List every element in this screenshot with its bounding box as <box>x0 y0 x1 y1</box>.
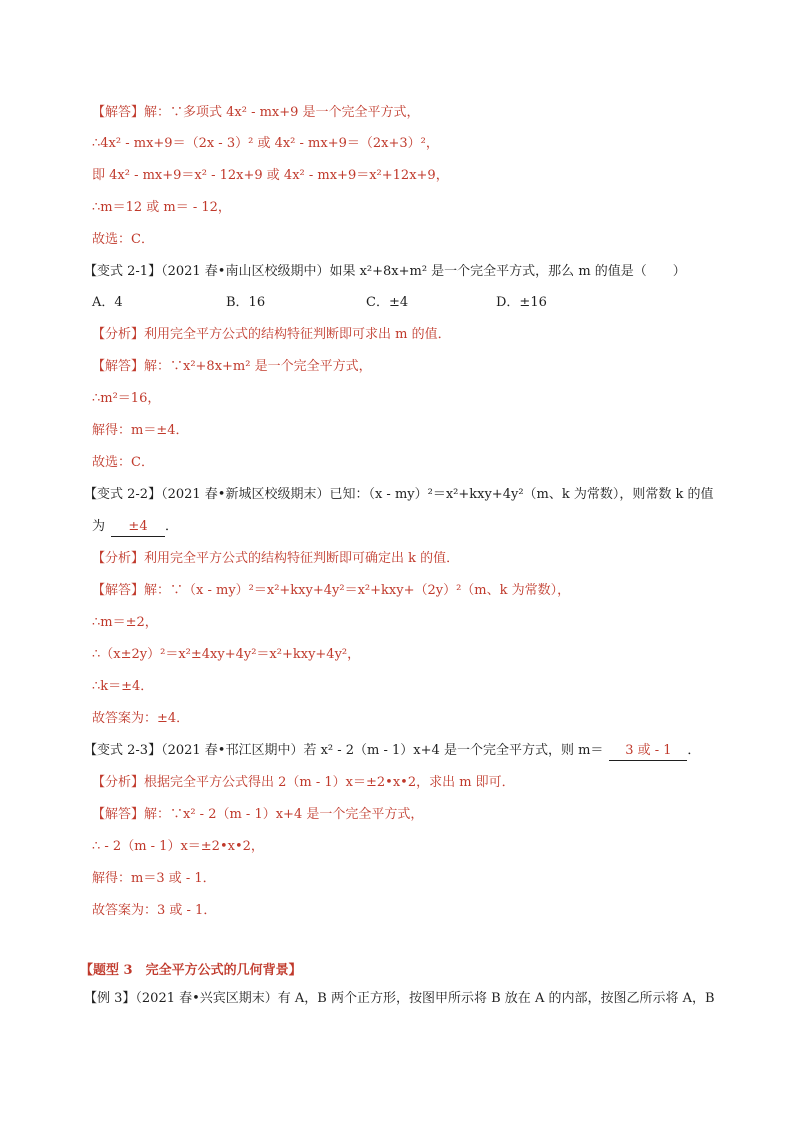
text-line-l5: 故选：C． <box>92 232 154 247</box>
blank-suffix: ． <box>687 743 701 758</box>
blank-suffix: ． <box>165 519 179 534</box>
blank-prefix: 【变式 2-3】（2021 春•邗江区期中）若 x² - 2（m - 1）x+4 是一个完全平方式，则 m＝ <box>84 743 604 758</box>
blank-prefix: 为 <box>92 519 106 534</box>
text-line-l12: 故选：C． <box>92 455 154 470</box>
fill-blank-line-l14 <box>92 518 178 537</box>
section-heading: 【题型 3 完全平方公式的几何背景】 <box>80 963 302 978</box>
text-line-l8: 【分析】利用完全平方公式的结构特征判断即可求出 m 的值． <box>92 327 451 342</box>
text-line-l25: 解得：m＝3 或 - 1． <box>92 871 216 886</box>
text-line-l6: 【变式 2-1】（2021 春•南山区校级期中）如果 x²+8x+m² 是一个完全平方式，那么 m 的值是（ ） <box>84 264 686 279</box>
text-line-l19: ∴k＝±4． <box>92 679 154 694</box>
text-line-l7c: C．±4 <box>366 295 409 310</box>
fill-blank-line-l21 <box>84 742 700 761</box>
text-line-l1: 【解答】解：∵多项式 4x² - mx+9 是一个完全平方式， <box>92 105 420 120</box>
text-line-l9: 【解答】解：∵x²+8x+m² 是一个完全平方式， <box>92 359 372 374</box>
answer-blank: ±4 <box>111 518 165 537</box>
text-line-l13: 【变式 2-2】（2021 春•新城区校级期末）已知：（x - my）²＝x²+kxy+4y²（m、k 为常数），则常数 k 的值 <box>84 487 714 502</box>
example-question-line: 【例 3】（2021 春•兴宾区期末）有 A，B 两个正方形，按图甲所示将 B 放在 A 的内部，按图乙所示将 A，B <box>84 991 715 1006</box>
text-line-l15: 【分析】利用完全平方公式的结构特征判断即可确定出 k 的值． <box>92 551 460 566</box>
text-line-l16: 【解答】解：∵（x - my）²＝x²+kxy+4y²＝x²+kxy+（2y）²（m、k 为常数）， <box>92 583 571 598</box>
text-line-l24: ∴ - 2（m - 1）x＝±2•x•2， <box>92 839 264 854</box>
text-line-l26: 故答案为：3 或 - 1． <box>92 903 217 918</box>
text-line-l23: 【解答】解：∵x² - 2（m - 1）x+4 是一个完全平方式， <box>92 807 424 822</box>
text-line-l3: 即 4x² - mx+9＝x² - 12x+9 或 4x² - mx+9＝x²+12x+9， <box>92 168 449 183</box>
text-line-l10: ∴m²＝16， <box>92 391 161 406</box>
text-line-l22: 【分析】根据完全平方公式得出 2（m - 1）x＝±2•x•2，求出 m 即可． <box>92 775 515 790</box>
text-line-l7o: A．4 <box>92 295 123 310</box>
text-line-l20: 故答案为：±4． <box>92 711 190 726</box>
text-line-l2: ∴4x² - mx+9＝（2x - 3）² 或 4x² - mx+9＝（2x+3）²， <box>92 136 439 151</box>
answer-blank: 3 或 - 1 <box>609 742 687 761</box>
text-line-l4: ∴m＝12 或 m＝ - 12， <box>92 200 231 215</box>
text-line-l7d: D．±16 <box>496 295 547 310</box>
text-line-l18: ∴（x±2y）²＝x²±4xy+4y²＝x²+kxy+4y²， <box>92 647 361 662</box>
text-line-l7b: B．16 <box>226 295 266 310</box>
text-line-l17: ∴m＝±2， <box>92 615 158 630</box>
text-line-l11: 解得：m＝±4． <box>92 423 189 438</box>
